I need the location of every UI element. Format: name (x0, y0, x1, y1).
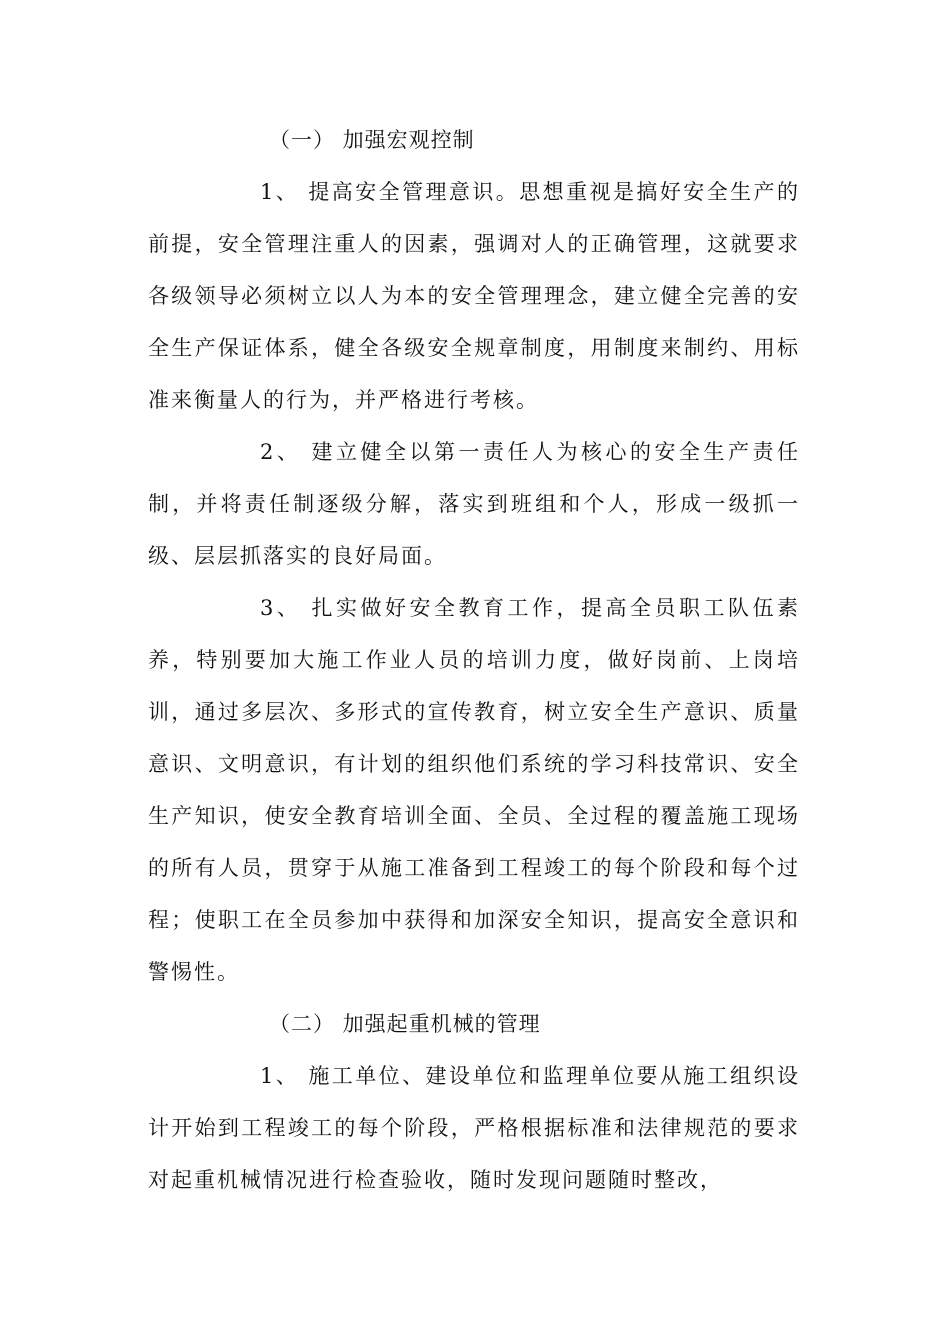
section-heading-2: （二） 加强起重机械的管理 (269, 1012, 541, 1036)
document-body (148, 114, 800, 1206)
paragraph-1: 1、 提高安全管理意识。思想重视是搞好安全生产的前提，安全管理注重人的因素，强调对人的正确管理，这就要求各级领导必须树立以人为本的安全管理理念，建立健全完善的安全生产保证体系，健全各级安全规章制度，用制度来制约、用标准来衡量人的行为，并严格进行考核。 (148, 180, 800, 412)
paragraph-4: 1、 施工单位、建设单位和监理单位要从施工组织设计开始到工程竣工的每个阶段，严格根据标准和法律规范的要求对起重机械情况进行检查验收，随时发现问题随时整改， (148, 1064, 800, 1192)
section-heading-1: （一） 加强宏观控制 (269, 128, 475, 152)
paragraph-3: 3、 扎实做好安全教育工作，提高全员职工队伍素养，特别要加大施工作业人员的培训力度，做好岗前、上岗培训，通过多层次、多形式的宣传教育，树立安全生产意识、质量意识、文明意识，有计划的组织他们系统的学习科技常识、安全生产知识，使安全教育培训全面、全员、全过程的覆盖施工现场的所有人员，贯穿于从施工准备到工程竣工的每个阶段和每个过程；使职工在全员参加中获得和加深安全知识，提高安全意识和警惕性。 (148, 596, 800, 984)
paragraph-2: 2、 建立健全以第一责任人为核心的安全生产责任制，并将责任制逐级分解，落实到班组和个人，形成一级抓一级、层层抓落实的良好局面。 (148, 440, 800, 568)
